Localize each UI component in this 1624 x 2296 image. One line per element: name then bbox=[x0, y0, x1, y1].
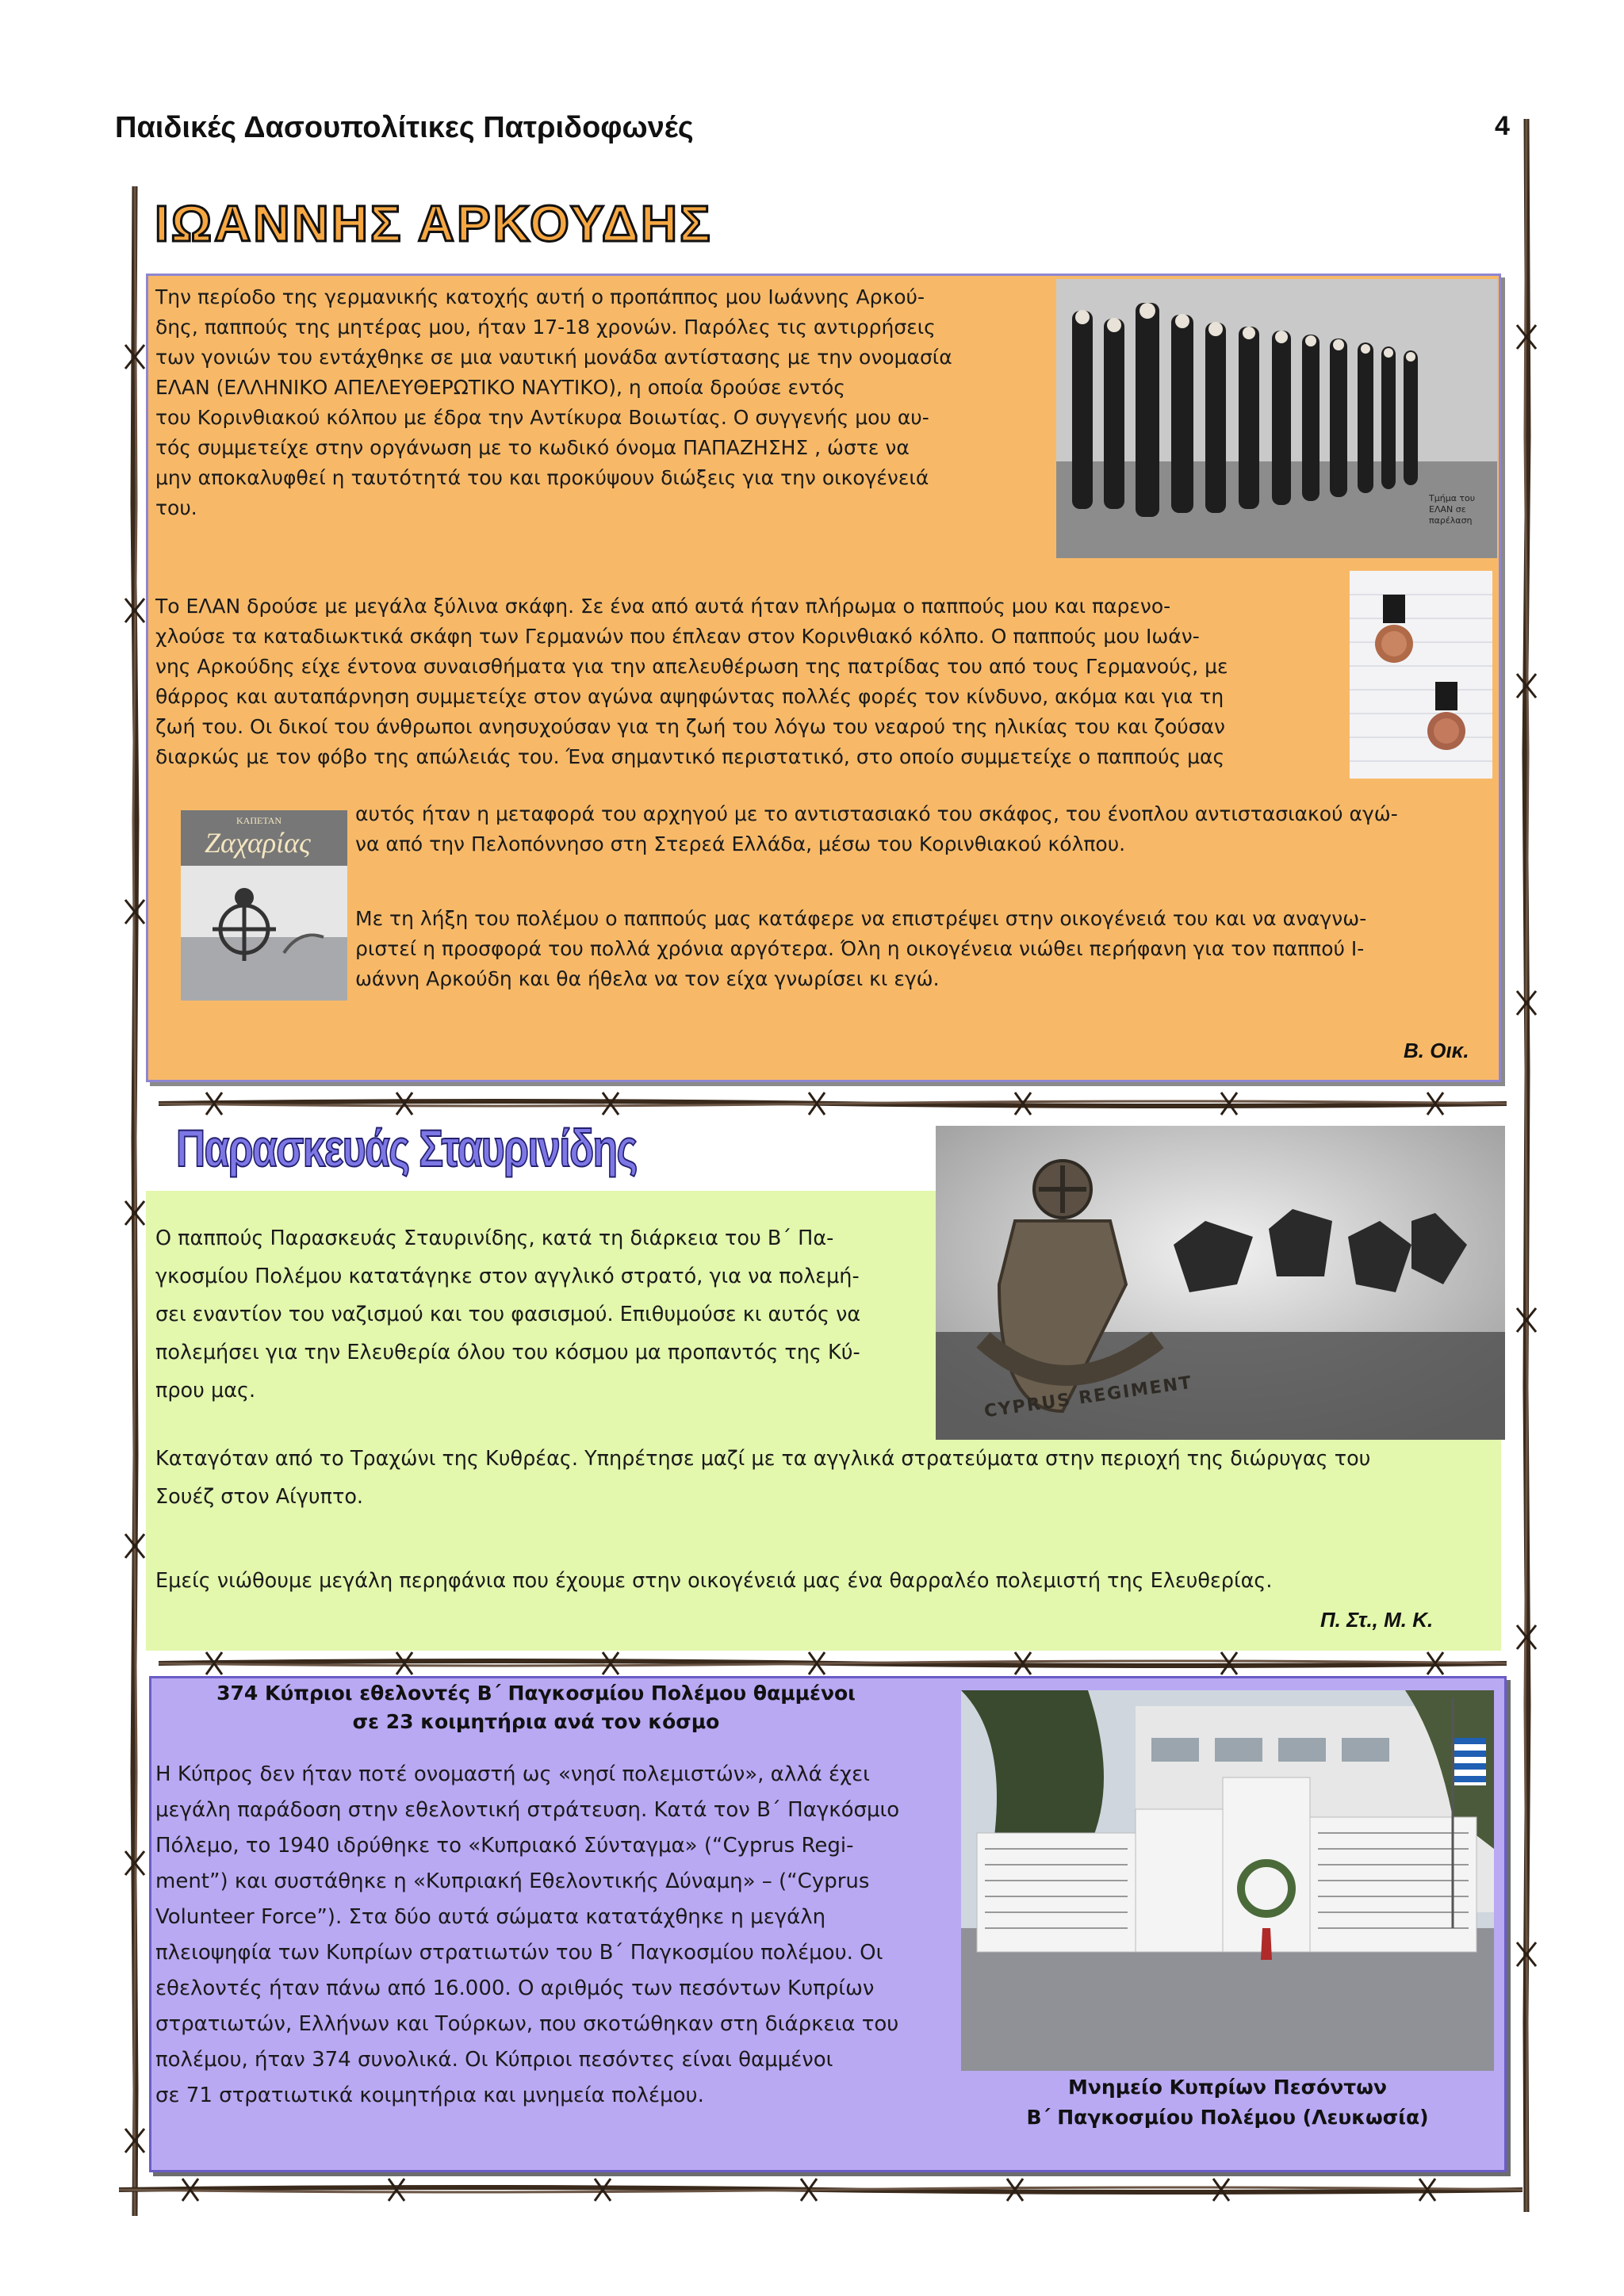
elan-parade-photo bbox=[1056, 279, 1497, 558]
text-line: Την περίοδο της γερμανικής κατοχής αυτή ο προπάππος μου Ιωάννης Αρκού- bbox=[155, 285, 925, 308]
page-header-title: Παιδικές Δασουπολίτικες Πατριδοφωνές bbox=[115, 111, 694, 144]
article-arkoudis-text-top bbox=[155, 282, 1051, 523]
text-line: δης, παππούς της μητέρας μου, ήταν 17-18 χρονών. Παρόλες τις αντιρρήσεις bbox=[155, 316, 936, 339]
text-line: πολέμου, ήταν 374 συνολικά. Οι Κύπριοι πεσόντες είναι θαμμένοι bbox=[155, 2048, 833, 2072]
article-volunteers-heading bbox=[155, 1679, 917, 1736]
elan-photo-caption: Τμήμα του ΕΛΑΝ σε παρέλαση bbox=[1429, 493, 1476, 526]
text-line: πολεμήσει για την Ελευθερία όλου του κόσμου μα προπαντός της Κύ- bbox=[155, 1341, 860, 1364]
text-line: σε 71 στρατιωτικά κοιμητήρια και μνημεία πολέμου. bbox=[155, 2084, 704, 2107]
article-arkoudis-text-book bbox=[355, 799, 1497, 859]
barbed-wire-separator-bottom bbox=[119, 2174, 1522, 2206]
heading-line: σε 23 κοιμητήρια ανά τον κόσμο bbox=[352, 1710, 720, 1733]
text-line: πλειοψηφία των Κυπρίων στρατιωτών του Β΄ Παγκοσμίου πολέμου. Οι bbox=[155, 1941, 883, 1965]
text-line: γκοσμίου Πολέμου κατατάγηκε στον αγγλικό στρατό, για να πολεμή- bbox=[155, 1265, 860, 1288]
text-line: του Κορινθιακού κόλπου με έδρα την Αντίκυρα Βοιωτίας. Ο συγγενής μου αυ- bbox=[155, 406, 929, 429]
medals-photo bbox=[1350, 571, 1492, 779]
text-line: πρου μας. bbox=[155, 1379, 256, 1402]
text-line: να από την Πελοπόννησο στη Στερεά Ελλάδα, μέσω του Κορινθιακού κόλπου. bbox=[355, 832, 1126, 855]
text-line: μην αποκαλυφθεί η ταυτότητά του και προκύψουν διώξεις για την οικογένειά bbox=[155, 466, 929, 489]
article-volunteers-text bbox=[155, 1757, 956, 2114]
text-line: χλούσε τα καταδιωκτικά σκάφη των Γερμανών που έπλεαν στον Κορινθιακό κόλπο. Ο παππούς μου Ιωάν- bbox=[155, 625, 1200, 648]
text-line: ζωή του. Οι δικοί του άνθρωποι ανησυχούσαν για τη ζωή του λόγω του νεαρού της ηλικίας του και ζούσαν bbox=[155, 715, 1225, 738]
barbed-wire-right-border bbox=[1511, 119, 1542, 2212]
barbed-wire-separator-middle bbox=[159, 1647, 1507, 1679]
text-line: στρατιωτών, Ελλήνων και Τούρκων, που σκοτώθηκαν στη διάρκεια του bbox=[155, 2012, 899, 2036]
heading-line: 374 Κύπριοι εθελοντές Β΄ Παγκοσμίου Πολέμου θαμμένοι bbox=[216, 1682, 856, 1705]
page-number: 4 bbox=[1495, 111, 1510, 141]
cyprus-regiment-photo bbox=[936, 1126, 1505, 1440]
text-line: αυτός ήταν η μεταφορά του αρχηγού με το αντιστασιακό του σκάφος, του ένοπλου αντιστασιακού αγώ- bbox=[355, 802, 1398, 825]
text-line: Το ΕΛΑΝ δρούσε με μεγάλα ξύλινα σκάφη. Σε ένα από αυτά ήταν πλήρωμα ο παππούς μου και παρενο- bbox=[155, 595, 1171, 618]
text-line: Πόλεμο, το 1940 ιδρύθηκε το «Κυπριακό Σύνταγμα» (“Cyprus Regi- bbox=[155, 1834, 854, 1858]
regiment-badge-text: CYPRUS REGIMENT bbox=[982, 1372, 1194, 1422]
article-stavrinidis-closing: Εμείς νιώθουμε μεγάλη περηφάνια που έχουμε στην οικογένειά μας ένα θαρραλέο πολεμιστή της Ελευθερίας. bbox=[155, 1569, 1273, 1593]
article-arkoudis-title: ΙΩΑΝΝΗΣ ΑΡΚΟΥΔΗΣ bbox=[155, 195, 713, 252]
text-line: μεγάλη παράδοση στην εθελοντική στράτευση. Κατά τον Β΄ Παγκόσμιο bbox=[155, 1798, 900, 1822]
text-line: ΕΛΑΝ (ΕΛΛΗΝΙΚΟ ΑΠΕΛΕΥΘΕΡΩΤΙΚΟ ΝΑΥΤΙΚΟ), η οποία δρούσε εντός bbox=[155, 376, 845, 399]
article-arkoudis-text-middle bbox=[155, 591, 1353, 772]
text-line: τός συμμετείχε στην οργάνωση με το κωδικό όνομα ΠΑΠΑΖΗΣΗΣ , ώστε να bbox=[155, 436, 910, 459]
book-cover-image bbox=[181, 810, 347, 1001]
text-line: Η Κύπρος δεν ήταν ποτέ ονομαστή ως «νησί πολεμιστών», αλλά έχει bbox=[155, 1762, 870, 1786]
text-line: διαρκώς με τον φόβο της απώλειάς του. Ένα σημαντικό περιστατικό, στο οποίο συμμετείχε ο παππούς μας bbox=[155, 745, 1225, 768]
barbed-wire-separator-top bbox=[159, 1088, 1507, 1119]
text-line: ωάννη Αρκούδη και θα ήθελα να τον είχα γνωρίσει κι εγώ. bbox=[355, 967, 940, 990]
text-line: Με τη λήξη του πολέμου ο παππούς μας κατάφερε να επιστρέψει στην οικογένειά του και να αναγνω- bbox=[355, 907, 1367, 930]
caption-line: Μνημείο Κυπρίων Πεσόντων bbox=[1068, 2076, 1387, 2099]
article-stavrinidis-signature: Π. Στ., Μ. Κ. bbox=[1320, 1608, 1434, 1632]
caption-line: Β΄ Παγκοσμίου Πολέμου (Λευκωσία) bbox=[1026, 2106, 1429, 2129]
memorial-photo bbox=[961, 1690, 1494, 2071]
text-line: Καταγόταν από το Τραχώνι της Κυθρέας. Υπηρέτησε μαζί με τα αγγλικά στρατεύματα στην περιοχή της διώρυγας του bbox=[155, 1447, 1371, 1471]
memorial-photo-caption bbox=[961, 2072, 1494, 2133]
text-line: εθελοντές ήταν πάνω από 16.000. Ο αριθμός των πεσόντων Κυπρίων bbox=[155, 1976, 875, 2000]
article-stavrinidis-text-bottom bbox=[155, 1440, 1503, 1516]
article-arkoudis-text-end bbox=[355, 904, 1497, 994]
text-line: ment”) και συστάθηκε η «Κυπριακή Εθελοντικής Δύναμη» – (“Cyprus bbox=[155, 1869, 870, 1893]
text-line: των γονιών του εντάχθηκε σε μια ναυτική μονάδα αντίστασης με την ονομασία bbox=[155, 346, 952, 369]
article-stavrinidis-text-top bbox=[155, 1219, 933, 1410]
text-line: Volunteer Force”). Στα δύο αυτά σώματα κατατάχθηκε η μεγάλη bbox=[155, 1905, 826, 1929]
article-arkoudis-signature: Β. Οικ. bbox=[1404, 1039, 1469, 1062]
text-line: ριστεί η προσφορά του πολλά χρόνια αργότερα. Όλη η οικογένεια νιώθει περήφανη για τον παππού Ι- bbox=[355, 937, 1365, 960]
book-cover-subtitle: ΚΑΠΕΤΑΝ bbox=[236, 815, 282, 826]
text-line: Ο παππούς Παρασκευάς Σταυρινίδης, κατά τη διάρκεια του Β΄ Πα- bbox=[155, 1226, 834, 1250]
article-stavrinidis-title: Παρασκευάς Σταυρινίδης bbox=[176, 1119, 637, 1177]
text-line: σει εναντίον του ναζισμού και του φασισμού. Επιθυμούσε κι αυτός να bbox=[155, 1303, 861, 1326]
book-cover-title: Ζαχαρίας bbox=[205, 827, 311, 859]
text-line: Σουέζ στον Αίγυπτο. bbox=[155, 1485, 364, 1509]
text-line: του. bbox=[155, 496, 197, 519]
text-line: θάρρος και αυταπάρνηση συμμετείχε στον αγώνα αψηφώντας πολλές φορές τον κίνδυνο, ακόμα και για τη bbox=[155, 685, 1224, 708]
text-line: νης Αρκούδης είχε έντονα συναισθήματα για την απελευθέρωση της πατρίδας του από τους Γερμανούς, με bbox=[155, 655, 1228, 678]
